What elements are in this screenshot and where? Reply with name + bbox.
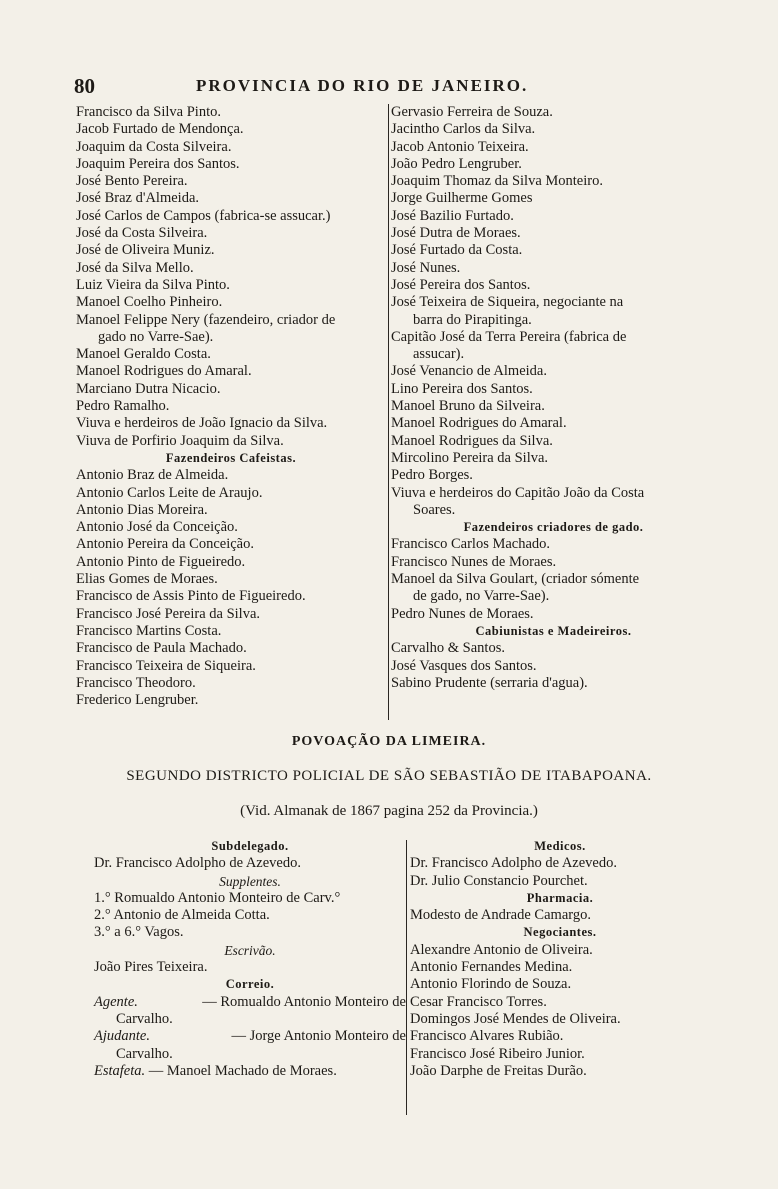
list-item: José Braz d'Almeida. — [76, 190, 200, 207]
subdelegado-entry: Dr. Francisco Adolpho de Azevedo. — [94, 855, 301, 872]
list-item: Jacob Furtado de Mendonça. — [76, 121, 244, 138]
list-item: Manoel Coelho Pinheiro. — [76, 294, 223, 311]
correio-heading: Correio. — [225, 977, 275, 992]
list-item: Elias Gomes de Moraes. — [76, 571, 218, 588]
list-item: Jacob Antonio Teixeira. — [391, 138, 529, 155]
list-item: José Furtado da Costa. — [391, 242, 523, 259]
negociante-entry: Domingos José Mendes de Oliveira. — [410, 1010, 621, 1027]
list-item: Pedro Ramalho. — [76, 398, 170, 415]
page-number: 80 — [74, 74, 95, 98]
list-item: Francisco Carlos Machado. — [391, 536, 551, 553]
list-item: Jacintho Carlos da Silva. — [391, 121, 536, 138]
list-item: Manoel Bruno da Silveira. — [391, 398, 545, 415]
estafeta-text: — Manoel Machado de Moraes. — [148, 1062, 337, 1079]
list-item: José Carlos de Campos (fabrica-se assucar.) — [76, 207, 331, 224]
list-item: Gervasio Ferreira de Souza. — [391, 104, 553, 120]
list-item: José da Costa Silveira. — [76, 225, 208, 242]
list-item: Viuva de Porfirio Joaquim da Silva. — [76, 432, 284, 449]
top-left-column — [76, 104, 386, 709]
category-heading: Fazendeiros Cafeistas. — [165, 450, 297, 465]
list-item: Pedro Borges. — [391, 467, 473, 484]
ajudante-text: — Jorge Antonio Monteiro de — [231, 1028, 406, 1045]
negociante-entry: Francisco José Ribeiro Junior. — [410, 1045, 585, 1062]
escrivao-entry: João Pires Teixeira. — [94, 959, 208, 976]
list-item: Francisco José Pereira da Silva. — [76, 605, 261, 622]
list-item: José Pereira dos Santos. — [391, 276, 531, 293]
medico-entry: Dr. Francisco Adolpho de Azevedo. — [410, 855, 617, 872]
list-item: Antonio Carlos Leite de Araujo. — [76, 484, 263, 501]
supplente-entry: 3.° a 6.° Vagos. — [94, 924, 184, 941]
list-item: Francisco da Silva Pinto. — [76, 104, 221, 120]
ajudante-continuation: Carvalho. — [116, 1045, 173, 1062]
list-item: Manoel da Silva Goulart, (criador sómente — [391, 571, 640, 588]
negociante-entry: Antonio Florindo de Souza. — [410, 976, 572, 993]
supplentes-heading: Supplentes. — [219, 873, 281, 889]
list-item: Francisco de Paula Machado. — [76, 640, 247, 657]
list-item: Capitão José da Terra Pereira (fabrica de — [391, 328, 627, 345]
column-divider — [406, 840, 407, 1115]
supplente-entry: 2.° Antonio de Almeida Cotta. — [94, 907, 270, 924]
list-item: Antonio Braz de Almeida. — [76, 467, 229, 484]
list-item: Manoel Rodrigues do Amaral. — [76, 363, 252, 380]
list-item: Mircolino Pereira da Silva. — [391, 449, 549, 466]
agente-text: — Romualdo Antonio Monteiro de — [202, 993, 406, 1010]
list-item: Joaquim Thomaz da Silva Monteiro. — [391, 173, 603, 190]
list-item: Francisco Theodoro. — [76, 674, 196, 691]
list-item: de gado, no Varre-Sae). — [413, 588, 550, 605]
list-item: Luiz Vieira da Silva Pinto. — [76, 276, 230, 293]
ajudante-entry — [94, 1028, 406, 1045]
list-item: Manoel Felippe Nery (fazendeiro, criador de — [76, 311, 336, 328]
negociante-entry: Alexandre Antonio de Oliveira. — [410, 941, 593, 958]
escrivao-heading: Escrivão. — [224, 942, 276, 958]
reference-note: (Vid. Almanak de 1867 pagina 252 da Provincia.) — [240, 803, 538, 819]
agente-continuation: Carvalho. — [116, 1010, 173, 1027]
list-item: Francisco Teixeira de Siqueira. — [76, 657, 256, 674]
list-item: José de Oliveira Muniz. — [76, 242, 215, 259]
bottom-right-column — [410, 838, 710, 1080]
negociante-entry: João Darphe de Freitas Durão. — [410, 1062, 587, 1079]
list-item: Frederico Lengruber. — [76, 692, 199, 709]
list-item: Lino Pereira dos Santos. — [391, 380, 533, 397]
list-item: gado no Varre-Sae). — [98, 328, 214, 345]
negociantes-heading: Negociantes. — [523, 925, 597, 940]
list-item: João Pedro Lengruber. — [391, 155, 522, 172]
list-item: Pedro Nunes de Moraes. — [391, 605, 534, 622]
list-item: José Bento Pereira. — [76, 173, 188, 190]
list-item: barra do Pirapitinga. — [413, 311, 532, 328]
list-item: Manoel Geraldo Costa. — [76, 346, 211, 363]
estafeta-entry — [94, 1063, 406, 1080]
list-item: Antonio Pinto de Figueiredo. — [76, 553, 246, 570]
list-item: José Teixeira de Siqueira, negociante na — [391, 294, 624, 311]
estafeta-label: Estafeta. — [94, 1062, 146, 1079]
pharmacia-entry: Modesto de Andrade Camargo. — [410, 907, 591, 924]
list-item: Jorge Guilherme Gomes — [391, 190, 533, 207]
supplente-entry: 1.° Romualdo Antonio Monteiro de Carv.° — [94, 889, 341, 906]
list-item: Soares. — [413, 501, 456, 518]
list-item: Francisco Nunes de Moraes. — [391, 553, 557, 570]
subdelegado-heading: Subdelegado. — [211, 839, 289, 853]
medico-entry: Dr. Julio Constancio Pourchet. — [410, 872, 588, 889]
list-item: José Nunes. — [391, 259, 461, 276]
list-item: Joaquim da Costa Silveira. — [76, 138, 232, 155]
negociante-entry: Francisco Alvares Rubião. — [410, 1028, 564, 1045]
list-item: Carvalho & Santos. — [391, 640, 505, 657]
list-item: José Venancio de Almeida. — [391, 363, 547, 380]
list-item: Manoel Rodrigues da Silva. — [391, 432, 553, 449]
negociante-entry: Cesar Francisco Torres. — [410, 993, 547, 1010]
ajudante-label: Ajudante. — [94, 1028, 150, 1045]
list-item: Antonio Pereira da Conceição. — [76, 536, 254, 553]
page-header — [74, 74, 714, 98]
bottom-left-column — [94, 838, 406, 1080]
top-right-column — [391, 104, 716, 692]
list-item: Antonio José da Conceição. — [76, 519, 238, 536]
agente-entry — [94, 994, 406, 1011]
district-title: SEGUNDO DISTRICTO POLICIAL DE SÃO SEBASTIÃO DE ITABAPOANA. — [126, 768, 652, 784]
list-item: José Dutra de Moraes. — [391, 225, 521, 242]
list-item: Viuva e herdeiros de João Ignacio da Silva. — [76, 415, 328, 432]
list-item: assucar). — [413, 346, 465, 363]
list-item: Sabino Prudente (serraria d'agua). — [391, 674, 588, 691]
medicos-heading: Medicos. — [534, 839, 586, 853]
list-item: Manoel Rodrigues do Amaral. — [391, 415, 567, 432]
running-title: PROVINCIA DO RIO DE JANEIRO. — [196, 76, 529, 95]
list-item: Francisco de Assis Pinto de Figueiredo. — [76, 588, 306, 605]
section-title: POVOAÇÃO DA LIMEIRA. — [291, 734, 487, 749]
list-item: José Bazilio Furtado. — [391, 207, 514, 224]
negociante-entry: Antonio Fernandes Medina. — [410, 959, 573, 976]
list-item: Marciano Dutra Nicacio. — [76, 380, 221, 397]
pharmacia-heading: Pharmacia. — [526, 890, 594, 905]
category-heading: Fazendeiros criadores de gado. — [463, 520, 644, 535]
list-item: Francisco Martins Costa. — [76, 622, 222, 639]
category-heading: Cabiunistas e Madeireiros. — [475, 623, 632, 638]
column-divider — [388, 104, 389, 720]
agente-label: Agente. — [94, 993, 138, 1010]
list-item: Joaquim Pereira dos Santos. — [76, 155, 240, 172]
list-item: José Vasques dos Santos. — [391, 657, 537, 674]
list-item: Viuva e herdeiros do Capitão João da Costa — [391, 484, 645, 501]
list-item: José da Silva Mello. — [76, 259, 194, 276]
list-item: Antonio Dias Moreira. — [76, 501, 208, 518]
